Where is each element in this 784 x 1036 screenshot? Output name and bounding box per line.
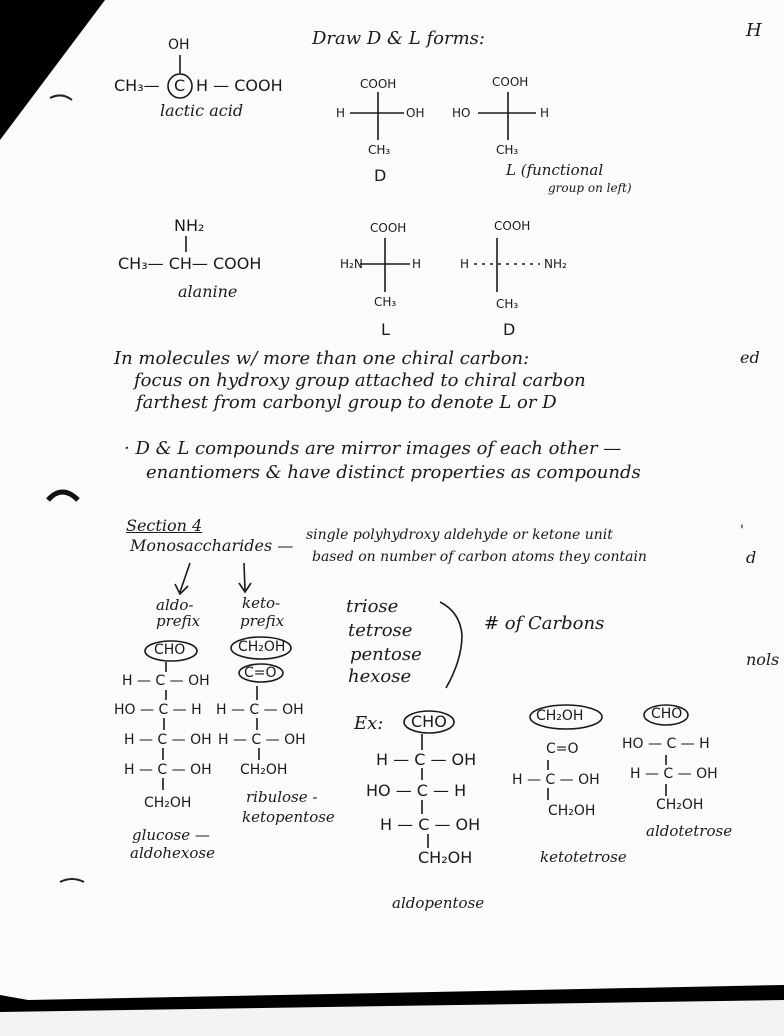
under-sheet [0, 1000, 784, 1036]
lactic-l-bottom: CH₃ [496, 143, 519, 157]
page-title: Draw D & L forms: [312, 28, 485, 49]
glucose-row-6: CH₂OH [144, 795, 192, 811]
aldotetrose-row-4: CH₂OH [656, 797, 704, 813]
alanine-d-top: COOH [494, 219, 531, 233]
ketotetrose-row-1: CH₂OH [536, 708, 584, 724]
alanine-nh2: NH₂ [174, 216, 205, 235]
ribulose-row-5: CH₂OH [240, 762, 288, 778]
alanine-formula: CH₃— CH— COOH [118, 254, 262, 273]
ribulose-row-2: C=O [244, 665, 277, 681]
margin-tick: ' [740, 523, 744, 539]
keto-prefix: keto- [242, 594, 281, 612]
lactic-d-top: COOH [360, 77, 397, 91]
alanine-l-bottom: CH₃ [374, 295, 397, 309]
sugar-hexose: hexose [348, 666, 412, 687]
alanine-l-top: COOH [370, 221, 407, 235]
ribulose-type: ketopentose [242, 808, 335, 826]
alanine-d-left: H [460, 257, 470, 271]
alanine-name: alanine [178, 282, 238, 301]
aldopentose-row-5: CH₂OH [418, 848, 473, 867]
monosaccharides-def-2: based on number of carbon atoms they contain [312, 549, 647, 565]
monosaccharides-def-1: single polyhydroxy aldehyde or ketone unit [306, 527, 613, 543]
aldopentose-name: aldopentose [392, 894, 485, 912]
aldo-prefix: aldo- [156, 596, 194, 614]
number-of-carbons: # of Carbons [484, 613, 605, 634]
aldotetrose-row-1: CHO [651, 706, 683, 722]
margin-d: d [746, 548, 757, 567]
note-line-5: enantiomers & have distinct properties as compounds [146, 462, 641, 483]
glucose-row-5: H — C — OH [124, 762, 212, 778]
ketotetrose-row-4: CH₂OH [548, 803, 596, 819]
lactic-d-bottom: CH₃ [368, 143, 391, 157]
note-line-4: · D & L compounds are mirror images of each other — [124, 438, 622, 459]
aldotetrose-row-2: HO — C — H [622, 736, 710, 752]
glucose-name: glucose — [132, 826, 210, 844]
ribulose-row-4: H — C — OH [218, 732, 306, 748]
ketotetrose-row-2: C=O [546, 741, 579, 757]
aldotetrose-row-3: H — C — OH [630, 766, 718, 782]
lactic-l-label: L (functional [506, 161, 604, 179]
keto-prefix-word: prefix [240, 612, 285, 630]
ribulose-row-3: H — C — OH [216, 702, 304, 718]
lactic-d-label: D [374, 166, 387, 185]
lactic-d-left: H [336, 106, 346, 120]
margin-nols: nols [746, 650, 780, 669]
corner-mark: H [746, 20, 762, 41]
lactic-name: lactic acid [160, 101, 244, 120]
lactic-l-right: H [540, 106, 550, 120]
note-line-2: focus on hydroxy group attached to chiral carbon [134, 370, 586, 391]
ribulose-row-1: CH₂OH [238, 639, 286, 655]
glucose-row-4: H — C — OH [124, 732, 212, 748]
glucose-row-2: H — C — OH [122, 673, 210, 689]
glucose-type: aldohexose [130, 844, 215, 862]
ribulose-name: ribulose - [246, 788, 318, 806]
sugar-triose: triose [346, 596, 399, 617]
lactic-d-right: OH [406, 106, 425, 120]
glucose-row-3: HO — C — H [114, 702, 202, 718]
lactic-l-top: COOH [492, 75, 529, 89]
sugar-pentose: pentose [350, 644, 422, 665]
aldotetrose-name: aldotetrose [646, 822, 733, 840]
ketotetrose-row-3: H — C — OH [512, 772, 600, 788]
note-line-3: farthest from carbonyl group to denote L or D [136, 392, 557, 413]
aldo-prefix-word: prefix [156, 612, 201, 630]
alanine-d-label: D [503, 320, 516, 339]
aldopentose-row-2: H — C — OH [376, 750, 477, 769]
lactic-l-label2: group on left) [548, 181, 632, 195]
section-heading: Section 4 [126, 516, 203, 535]
lactic-oh: OH [168, 37, 190, 53]
monosaccharides-term: Monosaccharides — [130, 536, 294, 555]
note-line-1: In molecules w/ more than one chiral carbon: [114, 348, 530, 369]
ketotetrose-name: ketotetrose [540, 848, 627, 866]
lactic-formula-right: H — COOH [196, 76, 283, 95]
alanine-l-label: L [381, 320, 390, 339]
glucose-row-1: CHO [154, 642, 186, 658]
lactic-center-carbon: C [174, 76, 186, 95]
aldopentose-row-4: H — C — OH [380, 815, 481, 834]
alanine-d-bottom: CH₃ [496, 297, 519, 311]
lactic-formula-left: CH₃— [114, 76, 160, 95]
example-label: Ex: [354, 713, 384, 734]
alanine-l-left: H₂N [340, 257, 363, 271]
alanine-l-right: H [412, 257, 422, 271]
margin-ed: ed [740, 348, 760, 367]
sugar-tetrose: tetrose [348, 620, 413, 641]
aldopentose-row-3: HO — C — H [366, 781, 467, 800]
alanine-d-right: NH₂ [544, 257, 567, 271]
lactic-l-left: HO [452, 106, 471, 120]
aldopentose-row-1: CHO [411, 712, 447, 731]
